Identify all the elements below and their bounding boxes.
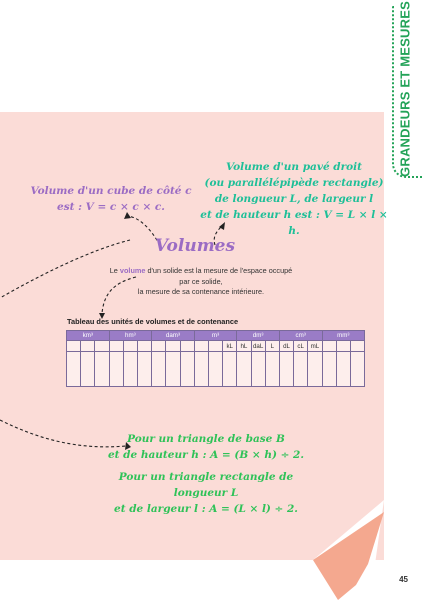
- empty-row: [67, 352, 365, 387]
- unit-dm3: dm³: [237, 331, 280, 341]
- unit-mL: mL: [308, 341, 322, 352]
- volume-definition: Le volume d'un solide est la mesure de l'espace occupé par ce solide, la mesure de sa contenance intérieure.: [109, 266, 293, 296]
- unit-daL: daL: [252, 342, 264, 350]
- unit-L: L: [265, 341, 279, 352]
- table-header-row: [67, 331, 365, 341]
- unit-km3: km³: [67, 331, 110, 341]
- pave-volume-note: Volume d'un pavé droit (ou parallélépipède rectangle) de longueur L, de largeur l et de hauteur h est : V = L × l × h.: [200, 161, 388, 237]
- unit-hL: hL: [237, 341, 251, 352]
- cube-volume-note: Volume d'un cube de côté c est : V = c × c × c.: [30, 185, 192, 213]
- table-caption: Tableau des unités de volumes et de contenance: [67, 317, 239, 326]
- side-label: GRANDEURS ET MESURES: [397, 1, 413, 177]
- triangle-area-note: Pour un triangle de base B et de hauteur h : A = (B × h) ÷ 2. Pour un triangle rectangle de longueur L et de largeur l : A = (L × l) ÷ 2.: [108, 433, 304, 515]
- capacity-row: [67, 341, 365, 352]
- unit-dam3: dam³: [152, 331, 195, 341]
- page-title: Volumes: [154, 236, 236, 256]
- unit-kL: kL: [223, 341, 237, 352]
- unit-mm3: mm³: [322, 331, 365, 341]
- unit-cL: cL: [294, 341, 308, 352]
- unit-dL: dL: [279, 341, 293, 352]
- unit-hm3: hm³: [109, 331, 152, 341]
- unit-m3: m³: [194, 331, 237, 341]
- units-table: [66, 330, 365, 387]
- unit-cm3: cm³: [279, 331, 322, 341]
- page-number: 45: [399, 575, 408, 584]
